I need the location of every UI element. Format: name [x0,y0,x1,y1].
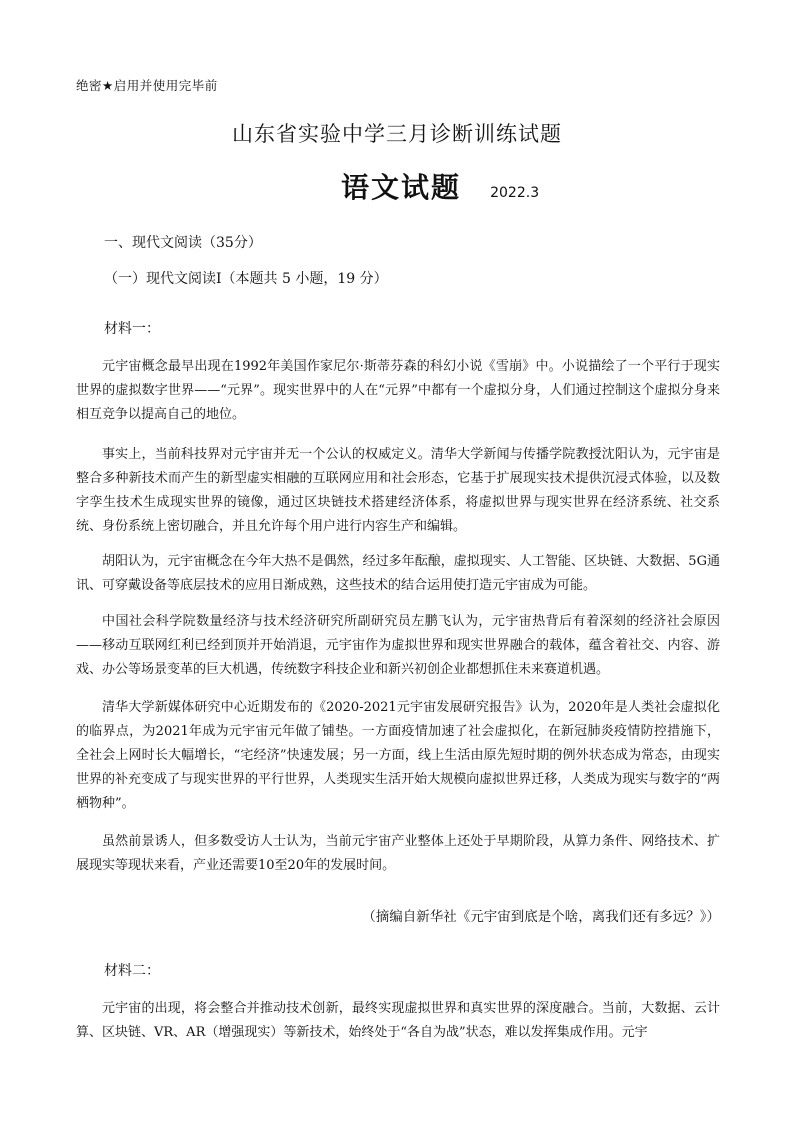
material-1-paragraph: 虽然前景诱人，但多数受访人士认为，当前元宇宙产业整体上还处于早期阶段，从算力条件、网络技术、扩展现实等现状来看，产业还需要10至20年的发展时间。 [76,834,720,873]
exam-title: 山东省实验中学三月诊断训练试题 [232,122,562,146]
material-1-paragraph: 胡阳认为，元宇宙概念在今年大热不是偶然，经过多年酝酿，虚拟现实、人工智能、区块链、大数据、5G通讯、可穿戴设备等底层技术的应用日渐成熟，这些技术的结合运用使打造元宇宙成为可能。 [76,554,720,593]
material-1-label: 材料一： [104,321,160,337]
material-1-paragraph: 元宇宙概念最早出现在1992年美国作家尼尔·斯蒂芬森的科幻小说《雪崩》中。小说描绘了一个平行于现实世界的虚拟数字世界——“元界”。现实世界中的人在“元界”中都有一个虚拟分身，人们通过控制这个虚拟分身来相互竞争以提高自己的地位。 [76,359,720,422]
material-1-paragraph: 中国社会科学院数量经济与技术经济研究所副研究员左鹏飞认为，元宇宙热背后有着深刻的经济社会原因——移动互联网红利已经到顶并开始消退，元宇宙作为虚拟世界和现实世界融合的载体，蕴含着社交、内容、游戏、办公等场景变革的巨大机遇，传统数字科技企业和新兴初创企业都想抓住未来赛道机遇。 [76,614,720,677]
subject-line [341,166,539,206]
material-2-label: 材料二： [104,963,160,979]
subsection-title: （一）现代文阅读Ⅰ（本题共 5 小题，19 分） [104,271,388,287]
secret-mark: 绝密★启用并使用完毕前 [76,78,218,93]
section-title: 一、现代文阅读（35分） [104,235,262,251]
material-1-paragraph: 事实上，当前科技界对元宇宙并无一个公认的权威定义。清华大学新闻与传播学院教授沈阳认为，元宇宙是整合多种新技术而产生的新型虚实相融的互联网应用和社会形态，它基于扩展现实技术提供沉浸式体验，以及数字孪生技术生成现实世界的镜像，通过区块链技术搭建经济体系，将虚拟世界与现实世界在经济系统、社交系统、身份系统上密切融合，并且允许每个用户进行内容生产和编辑。 [76,447,720,534]
material-1-paragraph: 清华大学新媒体研究中心近期发布的《2020-2021元宇宙发展研究报告》认为，2020年是人类社会虚拟化的临界点，为2021年成为元宇宙元年做了铺垫。一方面疫情加速了社会虚拟化，在新冠肺炎疫情防控措施下，全社会上网时长大幅增长，“宅经济”快速发展；另一方面，线上生活由原先短时期的例外状态成为常态，由现实世界的补充变成了与现实世界的平行世界，人类现实生活开始大规模向虚拟世界迁移，人类成为现实与数字的“两栖物种”。 [76,700,720,811]
subject-title: 语文试题 [341,171,462,204]
exam-date: 2022.3 [490,185,540,201]
material-1-source: （摘编自新华社《元宇宙到底是个啥，离我们还有多远？》） [362,909,720,925]
material-2-paragraph: 元宇宙的出现，将会整合并推动技术创新，最终实现虚拟世界和真实世界的深度融合。当前，大数据、云计算、区块链、VR、AR（增强现实）等新技术，始终处于“各自为战”状态，难以发挥集成作用。元宇 [76,1001,720,1040]
